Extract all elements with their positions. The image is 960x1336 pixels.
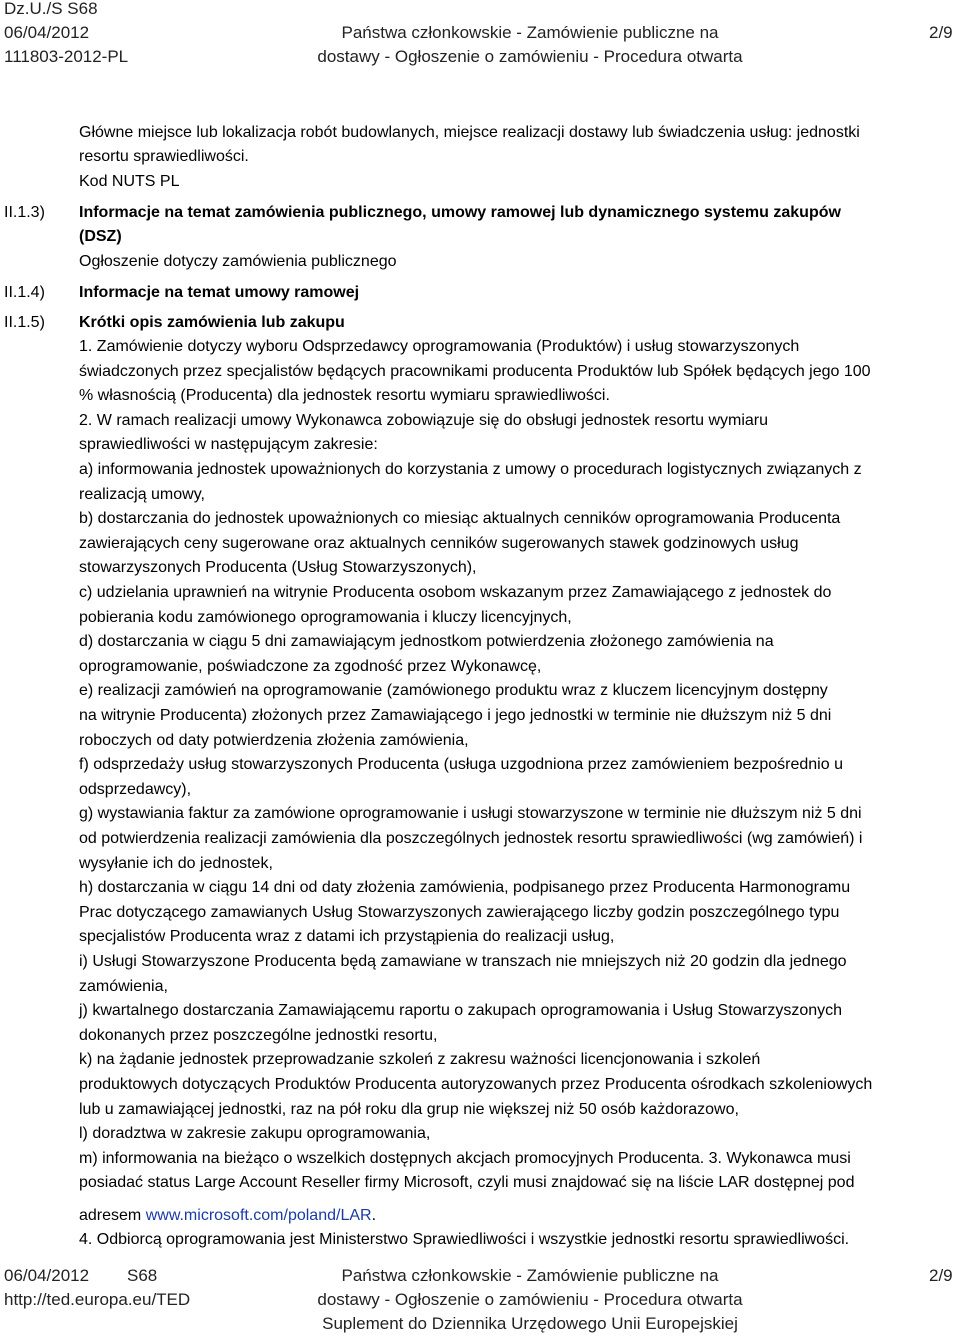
header-title-line2: dostawy - Ogłoszenie o zamówieniu - Procedura otwarta [317, 47, 743, 66]
address-line [79, 1204, 376, 1229]
description-line: zamówienia, [79, 977, 168, 995]
description-line: wysyłanie ich do jednostek, [79, 854, 273, 872]
description-line: specjalistów Producenta wraz z datami ich przystąpienia do realizacji usług, [79, 928, 615, 946]
section-title-113-line2: (DSZ) [79, 228, 122, 245]
description-line: od potwierdzenia realizacji zamówienia dla poszczególnych jednostek resortu sprawiedliwości (wg zamówień) i [79, 830, 863, 847]
description-line: f) odsprzedaży usług stowarzyszonych Producenta (usługa uzgodniona przez zamówieniem bezpośrednio u [79, 756, 843, 774]
section-title-113-line1: Informacje na temat zamówienia publicznego, umowy ramowej lub dynamicznego systemu zakupów [79, 204, 841, 221]
location-line2: resortu sprawiedliwości. [79, 148, 249, 165]
address-suffix: . [371, 1207, 377, 1224]
description-line: produktowych dotyczących Produktów Producenta autoryzowanych przez Producenta ośrodkach szkoleniowych [79, 1076, 873, 1093]
lar-link[interactable]: www.microsoft.com/poland/LAR [145, 1207, 372, 1224]
description-line: pobierania kodu zamówionego oprogramowania i kluczy licencyjnych, [79, 608, 572, 626]
description-line: l) doradztwa w zakresie zakupu oprogramowania, [79, 1125, 431, 1143]
description-line: c) udzielania uprawnień na witrynie Producenta osobom wskazanym przez Zamawiającego z jednostek do [79, 584, 832, 601]
location-line1: Główne miejsce lub lokalizacja robót budowlanych, miejsce realizacji dostawy lub świadczenia usług: jednostki [79, 124, 860, 141]
description-line: b) dostarczania do jednostek upoważnionych co miesiąc aktualnych cenników oprogramowania Producenta [79, 510, 841, 528]
description-line: h) dostarczania w ciągu 14 dni od daty złożenia zamówienia, podpisanego przez Producenta Harmonogramu [79, 879, 851, 897]
header-page-number: 2/9 [929, 23, 953, 42]
description-line: roboczych od daty potwierdzenia złożenia zamówienia, [79, 731, 469, 749]
footer-title-line1: Państwa członkowskie - Zamówienie publiczne na [341, 1266, 719, 1285]
section-number-113: II.1.3) [4, 204, 45, 221]
description-line: e) realizacji zamówień na oprogramowanie (zamówionego produktu wraz z kluczem licencyjnym dostępny [79, 682, 828, 700]
description-line: g) wystawiania faktur za zamówione oprogramowanie i usługi stowarzyszone w terminie nie dłuższym niż 5 dni [79, 805, 862, 823]
description-line: sprawiedliwości w następującym zakresie: [79, 436, 378, 454]
section-title-115: Krótki opis zamówienia lub zakupu [79, 314, 345, 331]
footer-url[interactable]: http://ted.europa.eu/TED [4, 1290, 191, 1309]
description-line: j) kwartalnego dostarczania Zamawiającemu raportu o zakupach oprogramowania i Usług Stowarzyszonych [79, 1002, 843, 1020]
description-line: d) dostarczania w ciągu 5 dni zamawiającym jednostkom potwierdzenia złożonego zamówienia na [79, 633, 774, 651]
description-line: 2. W ramach realizacji umowy Wykonawca zobowiązuje się do obsługi jednostek resortu wymiaru [79, 411, 769, 429]
description-line: Prac dotyczącego zamawianych Usług Stowarzyszonych zawierającego liczby godzin poszczególnego typu [79, 903, 840, 921]
description-line: i) Usługi Stowarzyszone Producenta będą zamawiane w transzach nie mniejszych niż 20 godzin dla jednego [79, 953, 847, 970]
footer-supplement: Suplement do Dziennika Urzędowego Unii Europejskiej [322, 1314, 738, 1333]
description-line: m) informowania na bieżąco o wszelkich dostępnych akcjach promocyjnych Producenta. 3. Wykonawca musi [79, 1149, 851, 1167]
section-title-114: Informacje na temat umowy ramowej [79, 284, 360, 301]
recipient-line: 4. Odbiorcą oprogramowania jest Ministerstwo Sprawiedliwości i wszystkie jednostki resortu sprawiedliwości. [79, 1231, 850, 1248]
section-value-113: Ogłoszenie dotyczy zamówienia publicznego [79, 253, 397, 270]
description-line: świadczonych przez specjalistów będących pracownikami producenta Produktów lub Spółek będących jego 100 [79, 362, 871, 380]
description-line: zawierających ceny sugerowane oraz aktualnych cenników sugerowanych stawek godzinowych usług [79, 534, 799, 552]
description-line: 1. Zamówienie dotyczy wyboru Odsprzedawcy oprogramowania (Produktów) i usług stowarzyszonych [79, 338, 800, 355]
description-line: lub u zamawiającej jednostki, raz na pół roku dla grup nie większej niż 50 osób każdorazowo, [79, 1100, 739, 1118]
description-line: oprogramowanie, poświadczone za zgodność przez Wykonawcę, [79, 657, 542, 675]
journal-ref: Dz.U./S S68 [4, 0, 98, 18]
description-line: k) na żądanie jednostek przeprowadzanie szkoleń z zakresu ważności licencjonowania i szkoleń [79, 1051, 761, 1069]
nuts-code: Kod NUTS PL [79, 173, 180, 190]
address-prefix: adresem [79, 1207, 146, 1224]
description-line: posiadać status Large Account Reseller firmy Microsoft, czyli musi znajdować się na liście LAR dostępnej pod [79, 1174, 855, 1192]
description-line: na witrynie Producenta) złożonych przez Zamawiającego i jego jednostki w terminie nie dłuższym niż 5 dni [79, 707, 832, 724]
footer-page-number: 2/9 [929, 1266, 953, 1285]
description-line: stowarzyszonych Producenta (Usług Stowarzyszonych), [79, 559, 477, 577]
description-line: a) informowania jednostek upoważnionych do korzystania z umowy o procedurach logistycznych związanych z [79, 461, 862, 478]
section-number-115: II.1.5) [4, 314, 45, 331]
description-line: % własnością (Producenta) dla jednostek resortu wymiaru sprawiedliwości. [79, 387, 610, 405]
footer-title-line2: dostawy - Ogłoszenie o zamówieniu - Procedura otwarta [317, 1290, 743, 1309]
description-line: odsprzedawcy), [79, 780, 192, 798]
footer-series: S68 [127, 1266, 158, 1285]
description-line: realizacją umowy, [79, 485, 205, 503]
header-title-line1: Państwa członkowskie - Zamówienie publiczne na [341, 23, 719, 42]
section-number-114: II.1.4) [4, 284, 45, 301]
document-id: 111803-2012-PL [4, 47, 129, 66]
footer-date: 06/04/2012 [4, 1266, 90, 1285]
description-line: dokonanych przez poszczególne jednostki resortu, [79, 1026, 438, 1044]
header-date: 06/04/2012 [4, 23, 90, 42]
